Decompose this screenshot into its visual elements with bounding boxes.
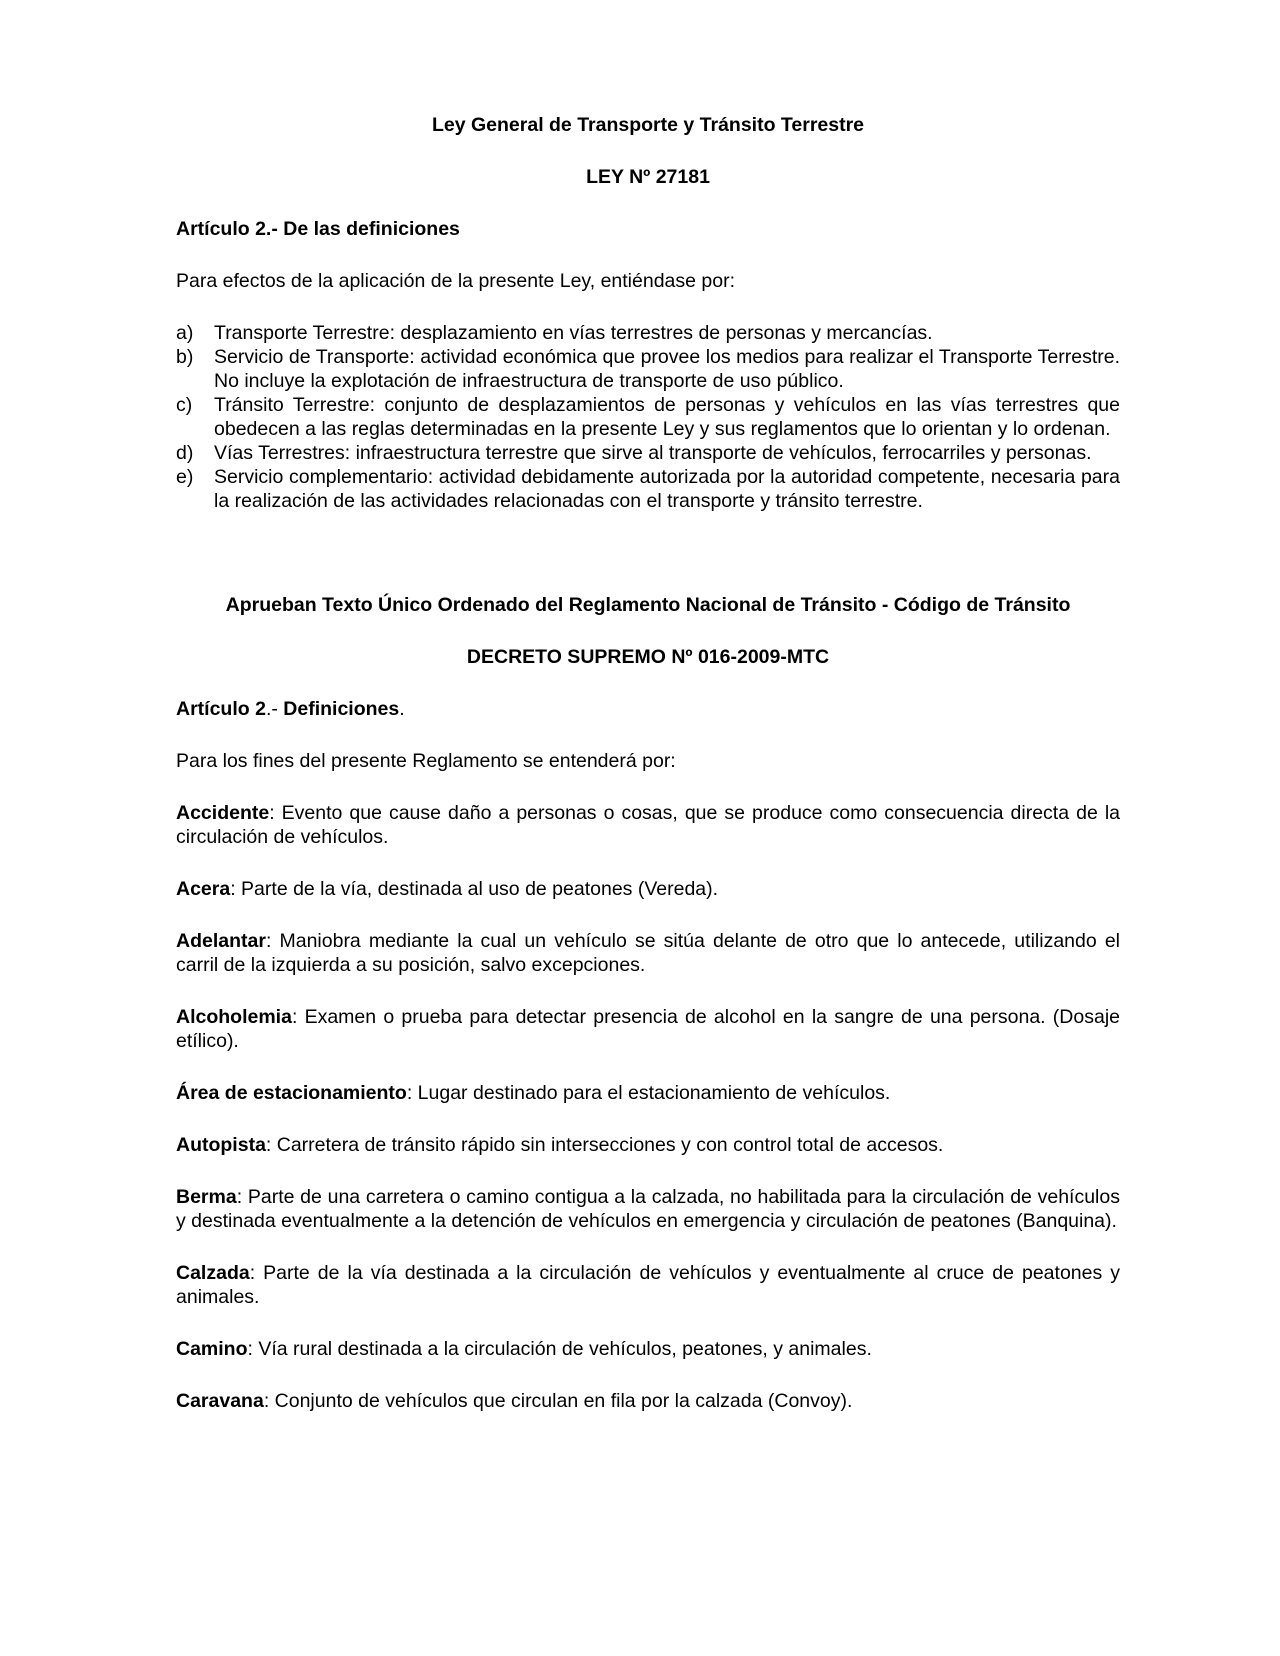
list-item xyxy=(176,441,1120,465)
decree-article-end: . xyxy=(399,698,405,720)
list-marker: d) xyxy=(176,442,194,464)
decree-article-title: Definiciones xyxy=(283,698,400,720)
definition-text: : Conjunto de vehículos que circulan en fila por la calzada (Convoy). xyxy=(263,1390,853,1412)
list-item xyxy=(176,393,1120,441)
definition-entry xyxy=(176,1005,1120,1053)
definition-text: : Maniobra mediante la cual un vehículo se sitúa delante de otro que lo antecede, utilizando el carril de la izquierda a su posición, salvo excepciones. xyxy=(176,930,1120,976)
definition-entry xyxy=(176,1337,1120,1361)
definition-term: Caravana xyxy=(176,1390,264,1412)
definition-term: Adelantar xyxy=(176,930,266,952)
list-item-text: Tránsito Terrestre: conjunto de desplazamientos de personas y vehículos en las vías terrestres que obedecen a las reglas determinadas en la presente Ley y sus reglamentos que lo orientan y lo ordenan. xyxy=(214,394,1120,440)
definition-text: : Parte de la vía destinada a la circulación de vehículos y eventualmente al cruce de peatones y animales. xyxy=(176,1262,1120,1308)
definition-term: Alcoholemia xyxy=(176,1006,292,1028)
list-item-text: Servicio complementario: actividad debidamente autorizada por la autoridad competente, necesaria para la realización de las actividades relacionadas con el transporte y tránsito terrestre. xyxy=(214,466,1120,512)
definition-entry xyxy=(176,1261,1120,1309)
law-article-heading: Artículo 2.- De las definiciones xyxy=(176,218,460,240)
definition-term: Camino xyxy=(176,1338,248,1360)
definition-text: : Evento que cause daño a personas o cosas, que se produce como consecuencia directa de la circulación de vehículos. xyxy=(176,802,1120,848)
definition-text: : Examen o prueba para detectar presencia de alcohol en la sangre de una persona. (Dosaje etílico). xyxy=(176,1006,1120,1052)
law-title: Ley General de Transporte y Tránsito Terrestre xyxy=(431,114,865,136)
definition-text: : Carretera de tránsito rápido sin intersecciones y con control total de accesos. xyxy=(265,1134,944,1156)
list-item-text: Servicio de Transporte: actividad económica que provee los medios para realizar el Transporte Terrestre. No incluye la explotación de infraestructura de transporte de uso público. xyxy=(214,346,1120,392)
list-item xyxy=(176,321,1120,345)
definition-term: Calzada xyxy=(176,1262,250,1284)
decree-article-label: Artículo 2 xyxy=(176,698,266,720)
decree-article-separator: .- xyxy=(265,698,284,720)
definition-term: Autopista xyxy=(176,1134,266,1156)
list-item xyxy=(176,465,1120,513)
definition-entry xyxy=(176,929,1120,977)
list-item xyxy=(176,345,1120,393)
definition-entry xyxy=(176,801,1120,849)
law-number: LEY Nº 27181 xyxy=(586,166,710,188)
list-item-text: Vías Terrestres: infraestructura terrestre que sirve al transporte de vehículos, ferrocarriles y personas. xyxy=(214,442,1092,464)
law-definition-list xyxy=(176,321,1120,513)
list-marker: c) xyxy=(176,394,193,416)
list-marker: a) xyxy=(176,322,194,344)
definition-entry xyxy=(176,1389,1120,1413)
definition-text: : Parte de la vía, destinada al uso de peatones (Vereda). xyxy=(230,878,719,900)
definition-term: Acera xyxy=(176,878,231,900)
definition-text: : Vía rural destinada a la circulación de vehículos, peatones, y animales. xyxy=(247,1338,872,1360)
definition-term: Berma xyxy=(176,1186,237,1208)
definition-entry xyxy=(176,1185,1120,1233)
definition-entry xyxy=(176,877,1120,901)
definition-term: Área de estacionamiento xyxy=(176,1082,407,1104)
definition-text: : Lugar destinado para el estacionamiento de vehículos. xyxy=(406,1082,891,1104)
list-marker: e) xyxy=(176,466,194,488)
definition-entry xyxy=(176,1133,1120,1157)
decree-article-heading xyxy=(176,697,1120,721)
document-page xyxy=(176,113,1120,1413)
decree-number: DECRETO SUPREMO Nº 016-2009-MTC xyxy=(466,646,830,668)
definition-term: Accidente xyxy=(176,802,270,824)
definition-text: : Parte de una carretera o camino contigua a la calzada, no habilitada para la circulación de vehículos y destinada eventualmente a la detención de vehículos en emergencia y circulación de peatones (Banquina). xyxy=(176,1186,1120,1232)
list-marker: b) xyxy=(176,346,194,368)
definition-entry xyxy=(176,1081,1120,1105)
decree-title: Aprueban Texto Único Ordenado del Reglamento Nacional de Tránsito - Código de Tránsito xyxy=(225,594,1071,616)
decree-intro: Para los fines del presente Reglamento se entenderá por: xyxy=(176,750,676,772)
list-item-text: Transporte Terrestre: desplazamiento en vías terrestres de personas y mercancías. xyxy=(214,322,933,344)
law-intro: Para efectos de la aplicación de la presente Ley, entiéndase por: xyxy=(176,270,736,292)
